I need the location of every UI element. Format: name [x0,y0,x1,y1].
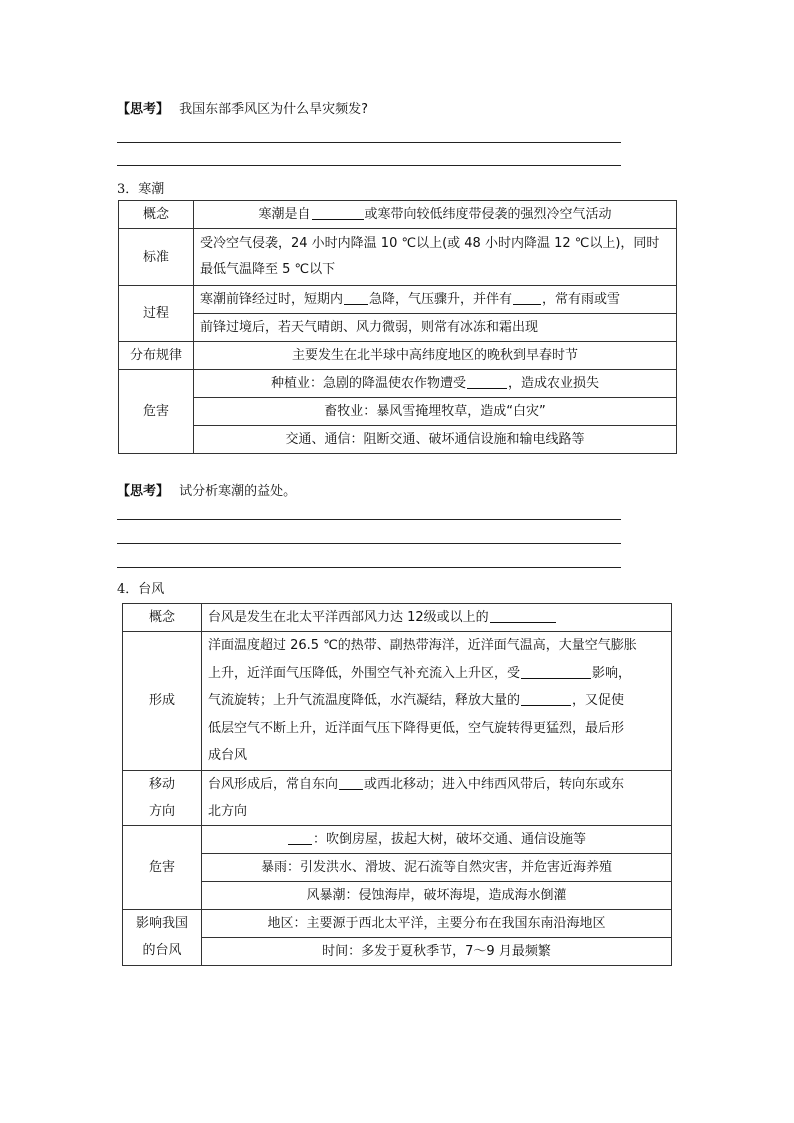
china-cell: 地区：主要源于西北太平洋，主要分布在我国东南沿海地区 [202,909,672,937]
harm-cell: 畜牧业：暴风雪掩埋牧草，造成“白灾” [194,398,677,426]
table-row [123,881,672,909]
think-tag: 【思考】 [117,484,170,499]
harm-cell: 种植业：急剧的降温使农作物遭受 ，造成农业损失 [194,370,677,398]
row-label: 移动 方向 [123,770,202,825]
table-row [123,825,672,853]
table-row [119,370,677,398]
fill-blank[interactable] [312,205,364,220]
concept-cell: 台风是发生在北太平洋西部风力达 12级或以上的 [202,604,672,632]
harm-cell: 暴雨：引发洪水、滑坡、泥石流等自然灾害，并危害近海养殖 [202,853,672,881]
table-row [123,604,672,632]
row-label: 危害 [123,825,202,909]
fill-blank[interactable] [467,374,507,389]
table-row [119,286,677,314]
row-label: 概念 [119,201,194,229]
answer-line[interactable] [117,165,621,166]
row-label: 标准 [119,229,194,286]
section-heading-cold-wave [117,178,164,197]
think-tag: 【思考】 [117,102,170,117]
row-label: 概念 [123,604,202,632]
think-question-2 [117,480,296,499]
table-row [123,853,672,881]
fill-blank[interactable] [490,608,556,623]
cold-wave-table [118,200,677,454]
think-text: 试分析寒潮的益处。 [179,484,297,499]
table-row [119,342,677,370]
answer-line[interactable] [117,567,621,568]
harm-cell: ：吹倒房屋，拔起大树，破坏交通、通信设施等 [202,825,672,853]
fill-blank[interactable] [521,691,571,706]
answer-line[interactable] [117,142,621,143]
table-row [119,314,677,342]
typhoon-table [122,603,672,966]
fill-blank[interactable] [513,290,541,305]
china-cell: 时间：多发于夏秋季节，7～9 月最频繁 [202,937,672,965]
table-row [119,398,677,426]
row-label: 分布规律 [119,342,194,370]
distribution-cell: 主要发生在北半球中高纬度地区的晚秋到早春时节 [194,342,677,370]
section-title: 台风 [138,582,165,597]
table-row [119,201,677,229]
standard-cell: 受冷空气侵袭，24 小时内降温 10 ℃以上(或 48 小时内降温 12 ℃以上)，同时 最低气温降至 5 ℃以下 [194,229,677,286]
row-label: 形成 [123,632,202,771]
think-text: 我国东部季风区为什么旱灾频发? [179,102,369,117]
concept-cell: 寒潮是自 或寒带向较低纬度带侵袭的强烈冷空气活动 [194,201,677,229]
think-question-1 [117,98,368,117]
table-row [123,632,672,771]
harm-cell: 交通、通信：阻断交通、破坏通信设施和输电线路等 [194,426,677,454]
row-label: 影响我国 的台风 [123,909,202,965]
row-label: 危害 [119,370,194,454]
process-cell: 前锋过境后，若天气晴朗、风力微弱，则常有冰冻和霜出现 [194,314,677,342]
fill-blank[interactable] [521,664,591,679]
harm-cell: 风暴潮：侵蚀海岸，破坏海堤，造成海水倒灌 [202,881,672,909]
answer-line[interactable] [117,519,621,520]
section-number: 4． [117,582,139,597]
section-heading-typhoon [117,578,164,597]
table-row [119,229,677,286]
process-cell: 寒潮前锋经过时，短期内 急降，气压骤升，并伴有 ，常有雨或雪 [194,286,677,314]
fill-blank[interactable] [288,830,312,845]
section-number: 3． [117,182,139,197]
table-row [119,426,677,454]
fill-blank[interactable] [339,775,363,790]
section-title: 寒潮 [138,182,165,197]
fill-blank[interactable] [344,290,368,305]
table-row [123,770,672,825]
table-row [123,909,672,937]
answer-line[interactable] [117,543,621,544]
movement-cell: 台风形成后，常自东向 或西北移动；进入中纬西风带后，转向东或东 北方向 [202,770,672,825]
formation-cell: 洋面温度超过 26.5 ℃的热带、副热带海洋，近洋面气温高，大量空气膨胀 上升，近洋面气压降低，外围空气补充流入上升区，受 影响， 气流旋转；上升气流温度降低，水汽凝结，释放大量的 ，又促使 低层空气不断上升，近洋面气压下降得更低，空气旋转得更猛烈，最后形 成台风 [202,632,672,771]
row-label: 过程 [119,286,194,342]
table-row [123,937,672,965]
